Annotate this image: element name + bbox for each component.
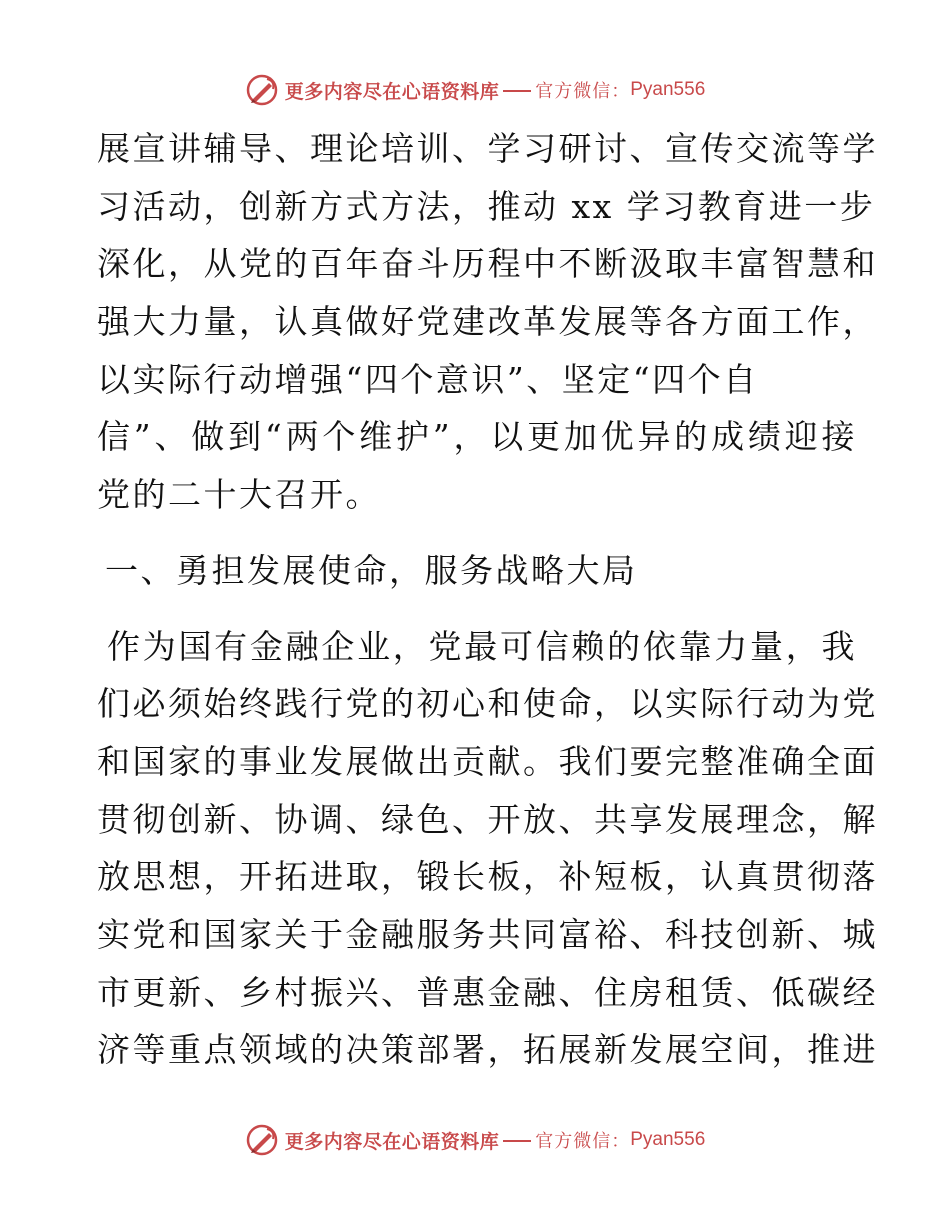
text-line: 们必须始终践行党的初心和使命，以实际行动为党	[97, 684, 878, 724]
watermark-brand: 更多内容尽在心语资料库	[284, 80, 500, 103]
text-line: 信”、做到“两个维护”，以更加优异的成绩迎接	[97, 417, 857, 457]
text-line: 展宣讲辅导、理论培训、学习研讨、宣传交流等学	[97, 129, 878, 168]
text-line: 以实际行动增强“四个意识”、坚定“四个自	[97, 359, 759, 399]
pen-logo-icon	[245, 73, 279, 107]
text-line: 党的二十大召开。	[97, 475, 381, 515]
text-line: 强大力量，认真做好党建改革发展等各方面工作，	[97, 302, 878, 342]
document-body	[97, 120, 878, 1079]
text-line: 实党和国家关于金融服务共同富裕、科技创新、城	[97, 914, 878, 954]
watermark-label: 官方微信：	[535, 1131, 631, 1152]
text-line: 放思想，开拓进取，锻长板，补短板，认真贯彻落	[97, 857, 878, 897]
text-line: 深化，从党的百年奋斗历程中不断汲取丰富智慧和	[97, 244, 878, 284]
watermark-header	[0, 70, 950, 110]
text-line: 作为国有金融企业，党最可信赖的依靠力量，我	[107, 626, 857, 666]
pen-logo-icon	[245, 1123, 279, 1157]
watermark-footer	[0, 1120, 950, 1160]
text-line: 济等重点领域的决策部署，拓展新发展空间，推进	[97, 1030, 878, 1070]
paragraph-2	[97, 618, 878, 1080]
watermark-brand: 更多内容尽在心语资料库	[284, 1130, 500, 1153]
watermark-label: 官方微信：	[535, 81, 631, 102]
paragraph-1	[97, 120, 878, 524]
watermark-separator	[503, 90, 531, 92]
watermark-id: Pyan556	[630, 1129, 706, 1150]
watermark-separator	[503, 1140, 531, 1142]
text-line: 市更新、乡村振兴、普惠金融、住房租赁、低碳经	[97, 972, 878, 1012]
text-line: 习活动，创新方式方法，推动 xx 学习教育进一步	[97, 186, 876, 226]
section-heading: 一、勇担发展使命，服务战略大局	[105, 550, 638, 590]
text-line: 贯彻创新、协调、绿色、开放、共享发展理念，解	[97, 799, 878, 839]
watermark-id: Pyan556	[630, 79, 706, 100]
text-line: 和国家的事业发展做出贡献。我们要完整准确全面	[97, 741, 878, 781]
